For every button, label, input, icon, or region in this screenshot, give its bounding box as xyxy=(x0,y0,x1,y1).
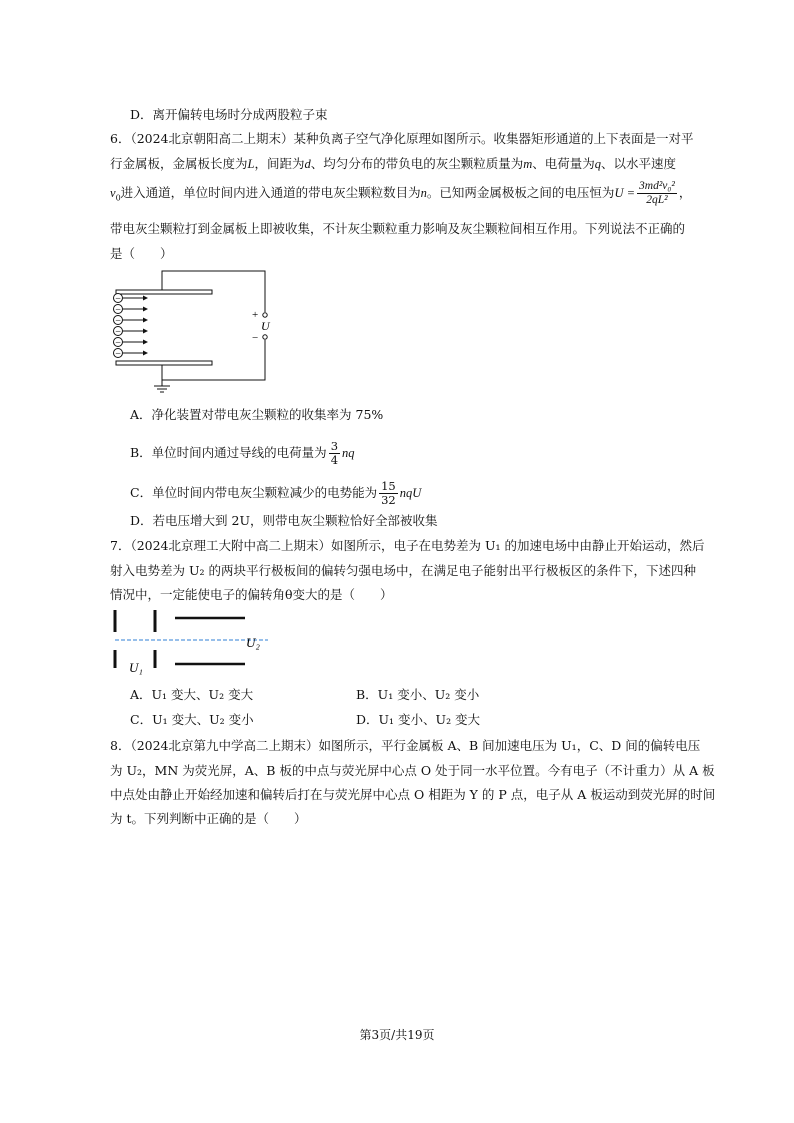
q7-option-d: D．U₁ 变小、U₂ 变大 xyxy=(356,712,481,727)
top-plate xyxy=(116,290,212,294)
terminal-plus xyxy=(263,313,267,317)
ion-arrow-6 xyxy=(114,349,149,360)
ion-sign: − xyxy=(115,304,121,316)
label-u1: U₁ xyxy=(129,660,143,675)
q6-text: 、均匀分布的带负电的灰尘颗粒质量为 xyxy=(310,156,524,171)
page-number: 第3页/共19页 xyxy=(359,1028,435,1042)
q6-text: ，间距为 xyxy=(254,156,305,171)
label-u2: U₂ xyxy=(246,635,260,650)
fraction-numerator: 15 xyxy=(381,479,396,493)
option-text: B．单位时间内通过导线的电荷量为 xyxy=(130,445,327,460)
q6-option-d: D．若电压增大到 2U，则带电灰尘颗粒恰好全部被收集 xyxy=(130,513,438,528)
q6-text: ， xyxy=(678,185,692,200)
q7-option-b: B．U₁ 变小、U₂ 变小 xyxy=(356,687,480,702)
fraction-numerator: 3md²v₀² xyxy=(639,180,675,192)
q8-stem-line4: 为 t。下列判断中正确的是（ ） xyxy=(110,811,307,826)
q6-stem-line4: 带电灰尘颗粒打到金属板上即被收集，不计灰尘颗粒重力影响及灰尘颗粒间相互作用。下列说法不正确的 xyxy=(110,221,686,236)
minus-sign: − xyxy=(252,332,259,344)
q6-option-b xyxy=(130,440,355,467)
q7-stem-line2: 射入电势差为 U₂ 的两块平行极板间的偏转匀强电场中，在满足电子能射出平行极板区的条件下，下述四种 xyxy=(110,563,696,578)
option-var: nqU xyxy=(399,486,422,500)
fraction-denominator: 4 xyxy=(330,453,339,467)
fraction-denominator: 32 xyxy=(381,493,396,507)
var-v0: v xyxy=(110,186,116,200)
ion-sign: − xyxy=(115,293,121,305)
q8-stem-line3: 中点处由静止开始经加速和偏转后打在与荧光屏中心点 O 相距为 Y 的 P 点，电子从 A 板运动到荧光屏的时间 xyxy=(110,787,716,802)
q6-option-c xyxy=(130,480,421,507)
q7-option-c: C．U₁ 变大、U₂ 变小 xyxy=(130,712,254,727)
var-d: d xyxy=(304,157,311,171)
ion-sign: − xyxy=(115,348,121,360)
q6-option-a: A．净化装置对带电灰尘颗粒的收集率为 75% xyxy=(130,407,384,422)
fraction xyxy=(379,480,398,507)
ion-sign: − xyxy=(115,326,121,338)
q7-stem-line1: 7．（2024北京理工大附中高二上期末）如图所示，电子在电势差为 U₁ 的加速电场中由静止开始运动，然后 xyxy=(110,538,705,553)
q6-stem-line2 xyxy=(110,155,676,173)
fraction-denominator: 2qL² xyxy=(646,194,668,206)
q6-text: 。已知两金属极板之间的电压恒为 xyxy=(426,185,615,200)
ion-arrow-4 xyxy=(114,327,149,338)
q6-stem-line5: 是（ ） xyxy=(110,246,173,261)
ion-sign: − xyxy=(115,315,121,327)
ion-sign: − xyxy=(115,337,121,349)
q6-text: 行金属板，金属板长度为 xyxy=(110,156,248,171)
q7-figure xyxy=(108,606,278,678)
q6-figure xyxy=(105,266,280,406)
wire xyxy=(162,340,265,380)
option-text: C．单位时间内带电灰尘颗粒减少的电势能为 xyxy=(130,485,378,500)
ion-arrow-3 xyxy=(114,316,149,327)
var-n: n xyxy=(420,186,427,200)
voltage-eq: U = xyxy=(614,186,636,200)
option-var: nq xyxy=(342,446,355,460)
ion-arrow-2 xyxy=(114,305,149,316)
ion-column xyxy=(114,294,149,360)
var-m: m xyxy=(523,157,533,171)
ion-arrow-5 xyxy=(114,338,149,349)
fraction xyxy=(329,440,340,467)
q8-stem-line2: 为 U₂，MN 为荧光屏，A、B 板的中点与荧光屏中心点 O 处于同一水平位置。今有电子（不计重力）从 A 板 xyxy=(110,763,715,778)
var-q: q xyxy=(594,157,602,171)
q7-option-a: A．U₁ 变大、U₂ 变大 xyxy=(130,687,254,702)
voltage-label: U xyxy=(261,319,270,333)
var-L: L xyxy=(247,157,255,171)
var-v0-sub: 0 xyxy=(115,193,121,203)
bottom-plate xyxy=(116,361,212,365)
q6-text: 、电荷量为 xyxy=(532,156,595,171)
fraction-numerator: 3 xyxy=(330,439,339,453)
q8-stem-line1: 8．（2024北京第九中学高二上期末）如图所示，平行金属板 A、B 间加速电压为 U₁，C、D 间的偏转电压 xyxy=(110,738,701,753)
voltage-fraction xyxy=(637,180,677,207)
ion-arrow-1 xyxy=(114,294,149,305)
q6-stem-line1: 6．（2024北京朝阳高二上期末）某种负离子空气净化原理如图所示。收集器矩形通道的上下表面是一对平 xyxy=(110,131,694,146)
plus-sign: + xyxy=(252,309,259,321)
terminal-minus xyxy=(263,335,267,339)
q5-option-d: D．离开偏转电场时分成两股粒子束 xyxy=(130,107,328,122)
q6-stem-line3 xyxy=(110,180,691,208)
q7-stem-line3: 情况中，一定能使电子的偏转角θ变大的是（ ） xyxy=(110,587,393,602)
q6-text: 、以水平速度 xyxy=(601,156,677,171)
q6-text: 进入通道，单位时间内进入通道的带电灰尘颗粒数目为 xyxy=(120,185,421,200)
